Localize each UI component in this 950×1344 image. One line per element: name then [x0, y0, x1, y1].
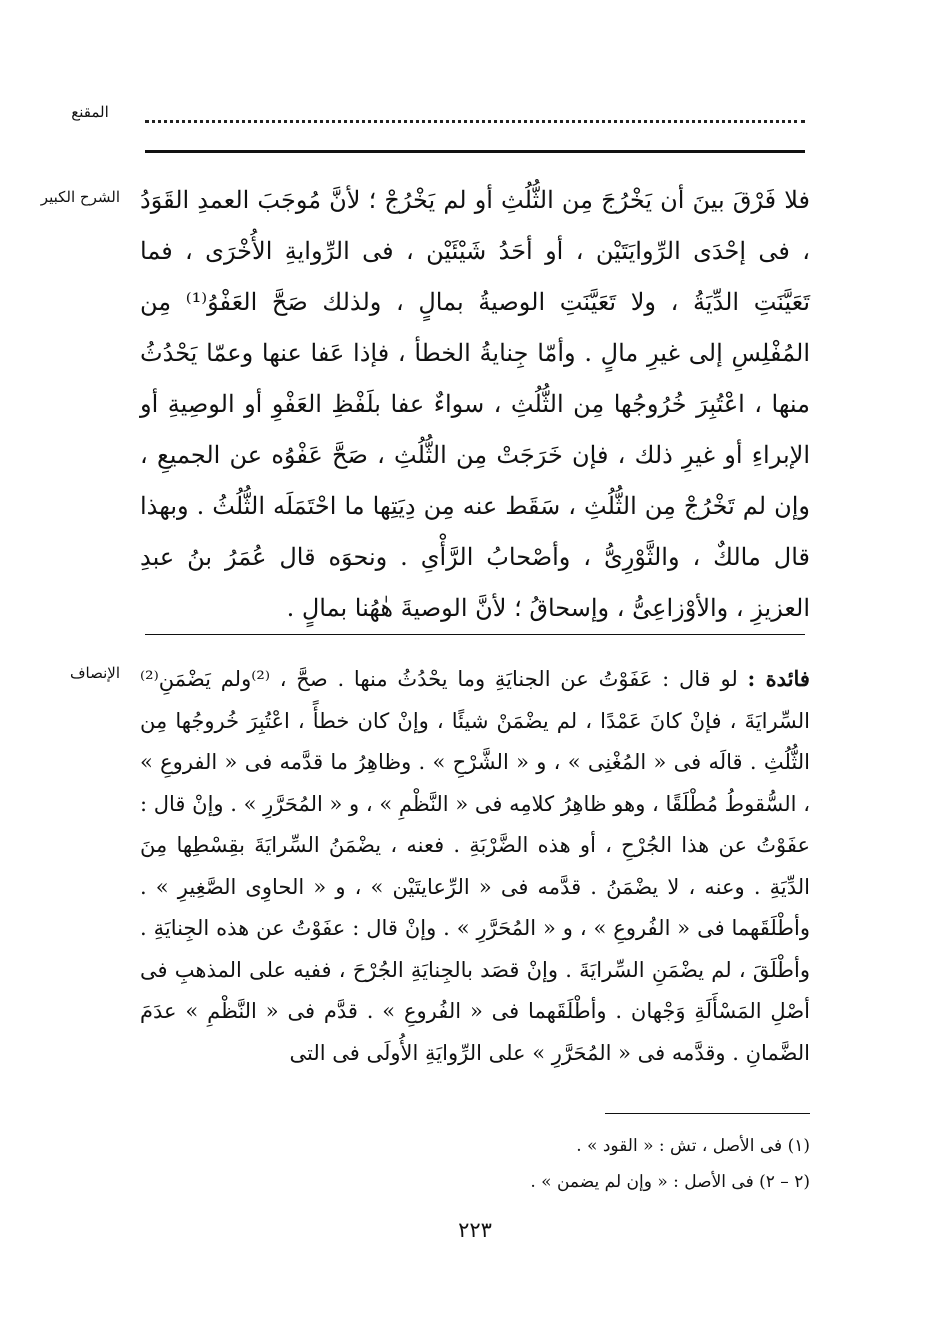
- insaf-text-block: [140, 658, 810, 1074]
- footnote-1: (١) فى الأصل ، تش : « القود » .: [576, 1136, 810, 1156]
- running-head-title: المقنع: [71, 103, 109, 121]
- insaf-body: لو قال : عَفَوْتُ عن الجنايَةِ وما يحْدُثُ منها . صحَّ ، ⁽²⁾ولم يَضْمَنِ⁽²⁾ السِّرايَةَ ، فإنْ كانَ عَمْدًا ، لم يضْمَنْ شيئًا ، وإنْ كان خطأً ، اعْتُبِرَ خُروجُها مِن الثُّلُثِ . قالَه فى « المُغْنِى » ، و « الشَّرْحِ » . وظاهِرُ ما قدَّمه فى « الفروعِ » ، السُّقوطُ مُطْلَقًا ، وهو ظاهِرُ كلامِه فى « النَّظْمِ » ، و « المُحَرَّرِ » . وإنْ قال : عفَوْتُ عن هذا الجُرْحِ ، أو هذه الضَّرْبَةِ . فعنه ، يضْمَنُ السِّرايَةَ بقِسْطِها مِنَ الدِّيَةِ . وعنه ، لا يضْمَنُ . قدَّمه فى « الرِّعايتَيْن » ، و « الحاوِى الصَّغِيرِ » . وأطْلَقَهما فى « الفُروعِ » ، و « المُحَرَّرِ » . وإنْ قال : عفَوْتُ عن هذه الجِنايَةِ . وأطْلَقَ ، لم يضْمَنِ السِّرايَةَ . وإنْ قصَد بالجِنايَةِ الجُرْحَ ، ففيه على المذهبِ فى أصْلِ المَسْأَلَةِ وَجْهان . وأطْلَقَهما فى « الفُروعِ » . قدَّم فى « النَّظْمِ » عدَمَ الضَّمانِ . وقدَّمه فى « المُحَرَّرِ » على الرِّوايَةِ الأُولَى فى التى: [140, 667, 810, 1065]
- insaf-lead-word: فائدة :: [747, 666, 810, 691]
- footnotes: [140, 1128, 810, 1200]
- footnote-2: (٢ – ٢) فى الأصل : « وإن لم يضمن » .: [530, 1172, 810, 1192]
- sharh-side-label: الشرح الكبير: [40, 188, 120, 206]
- header-dotted-line: [145, 112, 805, 123]
- sharh-text-block: فلا فَرْقَ بينَ أن يَخْرُجَ مِن الثُّلُثِ أو لم يَخْرُجْ ؛ لأنَّ مُوجَبَ العمدِ القَوَدُ ، فى إحْدَى الرِّوايَتَيْن ، أو أحَدُ شَيْئَيْن ، فى الرِّوايةِ الأُخْرَى ، فما تَعَيَّنَتِ الدِّيَةُ ، ولا تَعَيَّنَتِ الوصيةُ بمالٍ ، ولذلك صَحَّ العَفْوُ⁽¹⁾ مِن المُفْلِسِ إلى غيرِ مالٍ . وأمّا جِنايةُ الخطأ ، فإذا عَفا عنها وعمّا يَحْدُثُ منها ، اعْتُبِرَ خُرُوجُها مِن الثُّلُثِ ، سواءٌ عفا بلَفْظِ العَفْوِ أو الوصِيةِ أو الإبراءِ أو غيرِ ذلك ، فإن خَرَجَتْ مِن الثُّلُثِ ، صَحَّ عَفْوُه عن الجميعِ ، وإن لم تَخْرُجْ مِن الثُّلُثِ ، سَقَط عنه مِن دِيَتِها ما احْتَمَلَه الثُّلُثُ . وبهذا قال مالكٌ ، والثَّوْرِىُّ ، وأصْحابُ الرَّأْىِ . ونحوَه قال عُمَرُ بنُ عبدِ العزيزِ ، والأوْزاعِىُّ ، وإسحاقُ ؛ لأنَّ الوصيةَ هٰهُنا بمالٍ .: [140, 186, 810, 622]
- footnote-rule: [605, 1113, 810, 1114]
- section-divider: [145, 634, 805, 635]
- page-number: ٢٢٣: [458, 1218, 492, 1242]
- header-rule: [145, 150, 805, 153]
- insaf-side-label: الإنصاف: [69, 664, 120, 682]
